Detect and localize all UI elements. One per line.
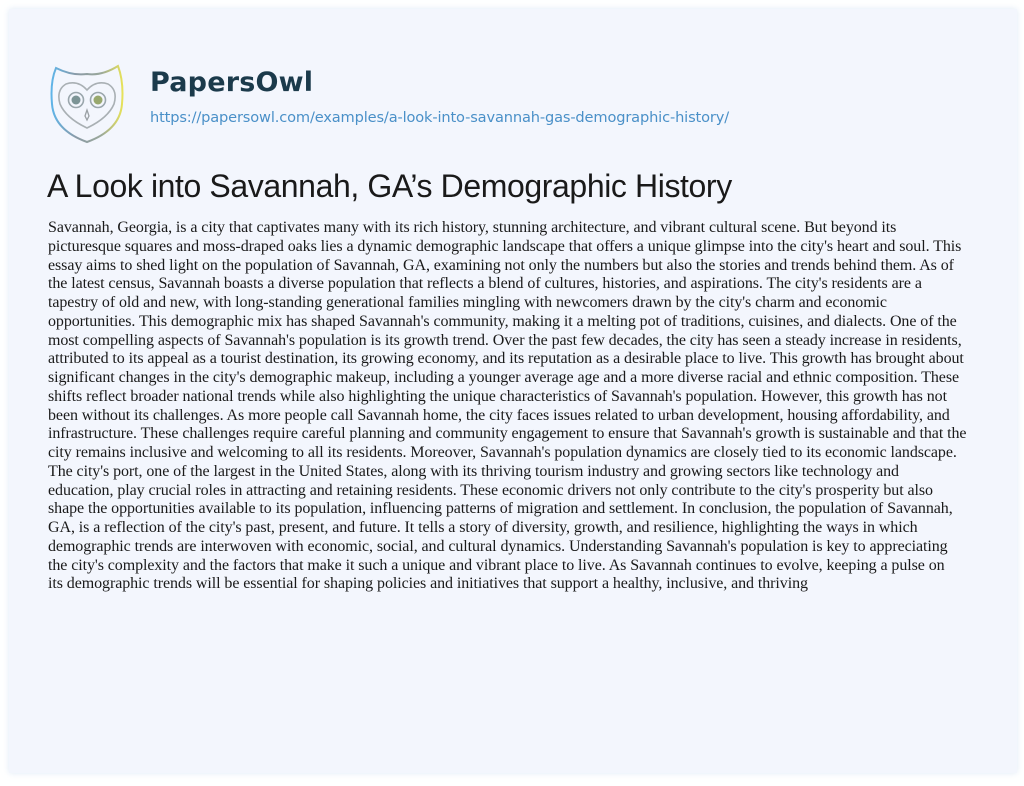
page-title: A Look into Savannah, GA’s Demographic History (47, 168, 732, 204)
body-line: tapestry of old and new, with long-standing generational families mingling with newcomers drawn by the city's charm and economic (48, 294, 887, 311)
article-body (48, 219, 988, 594)
brand-name[interactable]: PapersOwl (150, 67, 314, 98)
body-line: city remains inclusive and welcoming to all its residents. Moreover, Savannah's population dynamics are closely tied to its economic landscape. (48, 444, 957, 461)
header (48, 65, 729, 145)
body-line: education, play crucial roles in attracting and retaining residents. These economic drivers not only contribute to the city's prosperity but also (48, 481, 933, 499)
body-line: infrastructure. These challenges require careful planning and community engagement to ensure that Savannah's growth is sustainable and that the (48, 425, 967, 443)
body-line: the latest census, Savannah boasts a diverse population that reflects a blend of cultures, histories, and aspirations. The city's residents are a (48, 275, 922, 293)
body-line: significant changes in the city's demographic makeup, including a younger average age and a more diverse racial and ethnic composition. These (48, 369, 959, 386)
body-line: shape the opportunities available to its population, influencing patterns of migration and settlement. In conclusion, the population of Savannah, (48, 500, 953, 518)
body-line: Savannah, Georgia, is a city that captivates many with its rich history, stunning architecture, and vibrant cultural scene. But beyond its (48, 219, 897, 236)
body-line: its demographic trends will be essential for shaping policies and initiatives that support a healthy, inclusive, and thriving (48, 575, 808, 593)
brand-block (150, 67, 729, 126)
body-line: opportunities. This demographic mix has shaped Savannah's community, making it a melting pot of traditions, cuisines, and dialects. One of the (48, 312, 957, 330)
body-line: The city's port, one of the largest in the United States, along with its thriving tourism industry and growing sectors like technology and (48, 462, 899, 480)
body-line: GA, is a reflection of the city's past, present, and future. It tells a story of diversity, growth, and resilience, highlighting the ways in which (48, 519, 918, 536)
body-line: demographic trends are interwoven with economic, social, and cultural dynamics. Understanding Savannah's population is key to appreciating (48, 537, 948, 555)
body-line: essay aims to shed light on the population of Savannah, GA, examining not only the numbers but also the stories and trends behind them. As of (48, 256, 954, 274)
body-line: picturesque squares and moss-draped oaks lies a dynamic demographic landscape that offers a unique glimpse into the city's heart and soul. This (48, 237, 962, 255)
source-url-link[interactable]: https://papersowl.com/examples/a-look-into-savannah-gas-demographic-history/ (150, 109, 729, 126)
owl-icon (48, 62, 126, 146)
body-line: attributed to its appeal as a tourist destination, its growing economy, and its reputation as a desirable place to live. This growth has brought about (48, 350, 964, 368)
body-line: most compelling aspects of Savannah's population is its growth trend. Over the past few decades, the city has seen a steady increase in residents, (48, 331, 962, 349)
body-line: shifts reflect broader national trends while also highlighting the unique characteristics of Savannah's population. However, this growth has not (48, 387, 947, 405)
body-line: been without its challenges. As more people call Savannah home, the city faces issues related to urban development, housing affordability, and (48, 406, 950, 424)
body-line: the city's complexity and the factors that make it such a unique and vibrant place to live. As Savannah continues to evolve, keeping a pulse on (48, 556, 945, 574)
